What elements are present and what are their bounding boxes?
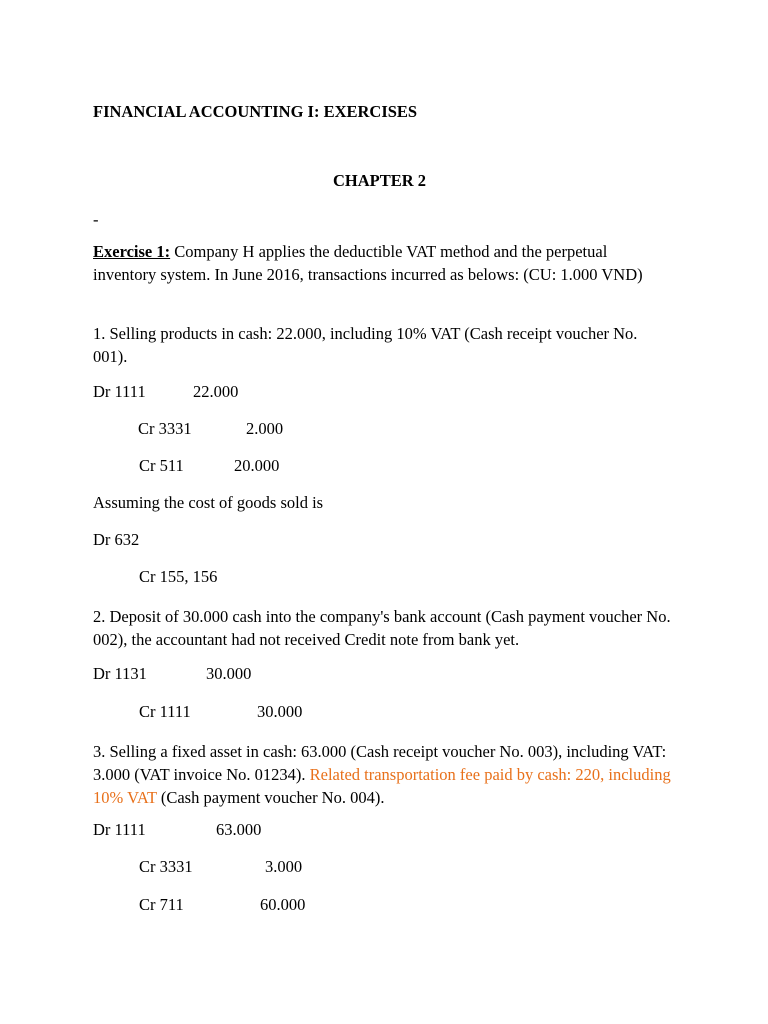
transaction-1-text: 1. Selling products in cash: 22.000, including 10% VAT (Cash receipt voucher No. 001).	[93, 324, 638, 366]
transaction-3-text	[93, 740, 673, 809]
t2-entry-1-account: Dr 1131	[93, 664, 147, 683]
cogs-note: Assuming the cost of goods sold is	[93, 493, 324, 512]
t3-highlighted-fee: Related transportation fee paid by cash: 220, including 10% VAT	[93, 765, 671, 807]
t2-entry-1-amount: 30.000	[206, 664, 252, 683]
cogs-debit: Dr 632	[93, 530, 140, 549]
t3-text-part-1: 3. Selling a fixed asset in cash: 63.000 (Cash receipt voucher No. 003), including VAT: 3.000 (VAT invoice No. 01234).	[93, 742, 667, 784]
t1-entry-1-amount: 22.000	[193, 382, 239, 401]
chapter-heading: CHAPTER 2	[333, 171, 427, 190]
document-title: FINANCIAL ACCOUNTING I: EXERCISES	[93, 102, 418, 121]
exercise-1-intro	[93, 240, 673, 286]
transaction-2-text: 2. Deposit of 30.000 cash into the company's bank account (Cash payment voucher No. 002), the accountant had not received Credit note from bank yet.	[93, 607, 671, 649]
t3-entry-2-amount: 3.000	[265, 857, 303, 876]
t1-entry-3-amount: 20.000	[234, 456, 280, 475]
dash-marker: -	[93, 210, 99, 229]
t3-entry-3-amount: 60.000	[260, 895, 306, 914]
t1-entry-2-amount: 2.000	[246, 419, 284, 438]
t3-entry-1-account: Dr 1111	[93, 820, 146, 839]
t1-entry-3-account: Cr 511	[139, 456, 184, 475]
t2-entry-2-amount: 30.000	[257, 702, 303, 721]
t3-entry-3-account: Cr 711	[139, 895, 184, 914]
t1-entry-2-account: Cr 3331	[138, 419, 192, 438]
exercise-1-label: Exercise 1:	[93, 242, 171, 261]
t3-entry-2-account: Cr 3331	[139, 857, 193, 876]
exercise-1-text: Company H applies the deductible VAT method and the perpetual inventory system. In June 2016, transactions incurred as belows: (CU: 1.000 VND)	[93, 242, 643, 284]
t2-entry-2-account: Cr 1111	[139, 702, 191, 721]
t1-entry-1-account: Dr 1111	[93, 382, 146, 401]
t3-text-part-2: (Cash payment voucher No. 004).	[156, 788, 385, 807]
t3-entry-1-amount: 63.000	[216, 820, 262, 839]
cogs-credit: Cr 155, 156	[139, 567, 218, 586]
